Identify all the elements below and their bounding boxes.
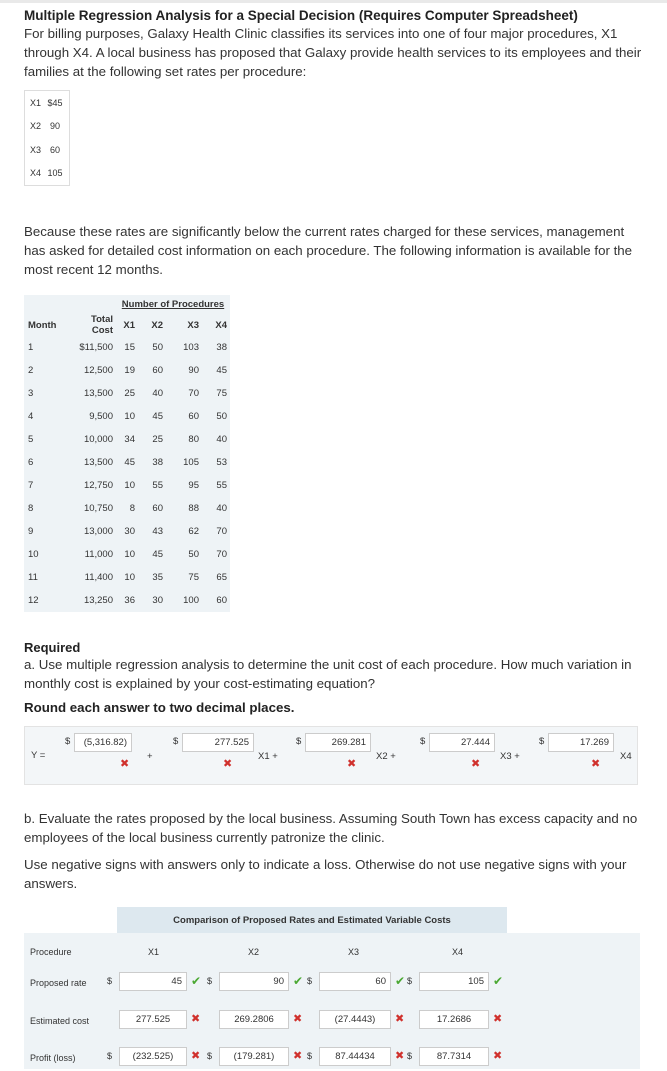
x2-coefficient-input[interactable]: 269.281 [305,733,371,752]
currency-sign: $ [65,736,71,747]
check-mark-icon: ✔ [395,974,406,988]
rate-row: X3 60 [30,144,60,155]
rate-row: X4 105 [30,168,63,179]
wrong-mark-icon: ✖ [395,1050,405,1062]
comparison-input[interactable]: 45 [119,972,187,991]
wrong-mark-icon: ✖ [471,758,481,770]
wrong-mark-icon: ✖ [395,1013,405,1025]
procedure-label: Procedure [30,947,72,957]
table-row: 4 9,500 10 45 60 50 [28,411,227,422]
wrong-mark-icon: ✖ [591,758,601,770]
comparison-title: Comparison of Proposed Rates and Estimated Variable Costs [117,907,507,933]
required-heading: Required [24,640,81,655]
column-header-x2: X2 [248,947,260,957]
comparison-input[interactable]: (179.281) [219,1047,289,1066]
table-group-header [24,295,230,314]
wrong-mark-icon: ✖ [493,1050,503,1062]
check-mark-icon: ✔ [293,974,304,988]
wrong-mark-icon: ✖ [293,1050,303,1062]
currency-sign: $ [407,976,413,986]
comparison-input[interactable]: (27.4443) [319,1010,391,1029]
x3-label: X3 + [500,751,520,762]
currency-sign: $ [407,1051,413,1061]
row-label: Profit (loss) [30,1053,76,1063]
table-row: 5 10,000 34 25 80 40 [28,434,227,445]
check-mark-icon: ✔ [191,974,202,988]
x1-coefficient-input[interactable]: 277.525 [182,733,254,752]
rounding-note: Round each answer to two decimal places. [24,700,295,715]
intercept-input[interactable]: (5,316.82) [74,733,132,752]
comparison-input[interactable]: 87.44434 [319,1047,391,1066]
comparison-input[interactable]: 105 [419,972,489,991]
column-header-x1: X1 [148,947,160,957]
table-row: 11 11,400 10 35 75 65 [28,572,227,583]
currency-sign: $ [307,976,313,986]
wrong-mark-icon: ✖ [223,758,233,770]
table-row: 1 $11,500 15 50 103 38 [28,342,227,353]
cost-info-paragraph: Because these rates are significantly below the current rates charged for these services, management has asked for detailed cost information on each procedure. The following information is available for the most recent 12 months. [24,224,633,277]
x1-label: X1 + [258,751,278,762]
part-b-text: b. Evaluate the rates proposed by the local business. Assuming South Town has excess capacity and no employees of the local business currently patronize the clinic. [24,811,638,845]
currency-sign: $ [207,976,213,986]
problem-content [24,8,644,1071]
currency-sign: $ [207,1051,213,1061]
table-row: 6 13,500 45 38 105 53 [28,457,227,468]
rates-table [24,90,70,186]
comparison-input[interactable]: 60 [319,972,391,991]
currency-sign: $ [420,736,426,747]
wrong-mark-icon: ✖ [120,758,130,770]
wrong-mark-icon: ✖ [191,1050,201,1062]
rate-row: X2 90 [30,121,60,132]
comparison-input[interactable]: 269.2806 [219,1010,289,1029]
table-row: 2 12,500 19 60 90 45 [28,365,227,376]
table-row: 10 11,000 10 45 50 70 [28,549,227,560]
table-row: 7 12,750 10 55 95 55 [28,480,227,491]
table-row: 12 13,250 36 30 100 60 [28,595,227,606]
table-body [24,336,230,612]
column-header-x3: X3 [348,947,360,957]
problem-title: Multiple Regression Analysis for a Special Decision (Requires Computer Spreadsheet) [24,8,578,23]
x3-coefficient-input[interactable]: 27.444 [429,733,495,752]
comparison-input[interactable]: 277.525 [119,1010,187,1029]
currency-sign: $ [107,1051,113,1061]
currency-sign: $ [173,736,179,747]
row-label: Estimated cost [30,1016,90,1026]
wrong-mark-icon: ✖ [493,1013,503,1025]
regression-equation-panel [24,726,638,785]
part-b-note: Use negative signs with answers only to indicate a loss. Otherwise do not use negative signs with your answers. [24,857,627,891]
rate-row: X1 $45 [30,97,63,108]
wrong-mark-icon: ✖ [293,1013,303,1025]
wrong-mark-icon: ✖ [347,758,357,770]
x4-label: X4 [620,751,632,762]
x2-label: X2 + [376,751,396,762]
currency-sign: $ [307,1051,313,1061]
row-label: Proposed rate [30,978,87,988]
top-divider [0,0,667,3]
table-row: 8 10,750 8 60 88 40 [28,503,227,514]
currency-sign: $ [296,736,302,747]
comparison-input[interactable]: 87.7314 [419,1047,489,1066]
y-equals-label: Y = [31,750,46,761]
comparison-input[interactable]: 17.2686 [419,1010,489,1029]
group-header-label: Number of Procedures [121,299,225,310]
comparison-input[interactable]: 90 [219,972,289,991]
comparison-input[interactable]: (232.525) [119,1047,187,1066]
table-row: 9 13,000 30 43 62 70 [28,526,227,537]
procedures-data-table [24,295,230,612]
comparison-grid [24,933,640,1069]
check-mark-icon: ✔ [493,974,504,988]
table-header-row: Month Total Cost X1 X2 X3 X4 [28,314,227,336]
part-a-text: a. Use multiple regression analysis to determine the unit cost of each procedure. How much variation in monthly cost is explained by your cost-estimating equation? [24,657,632,691]
intro-paragraph: For billing purposes, Galaxy Health Clinic classifies its services into one of four major procedures, X1 through X4. A local business has proposed that Galaxy provide health services to its employees and their families at the following set rates per procedure: [24,26,642,79]
x4-coefficient-input[interactable]: 17.269 [548,733,614,752]
column-header-x4: X4 [452,947,464,957]
plus-sign: + [147,751,153,762]
table-row: 3 13,500 25 40 70 75 [28,388,227,399]
wrong-mark-icon: ✖ [191,1013,201,1025]
currency-sign: $ [107,976,113,986]
currency-sign: $ [539,736,545,747]
comparison-table [24,907,640,1071]
